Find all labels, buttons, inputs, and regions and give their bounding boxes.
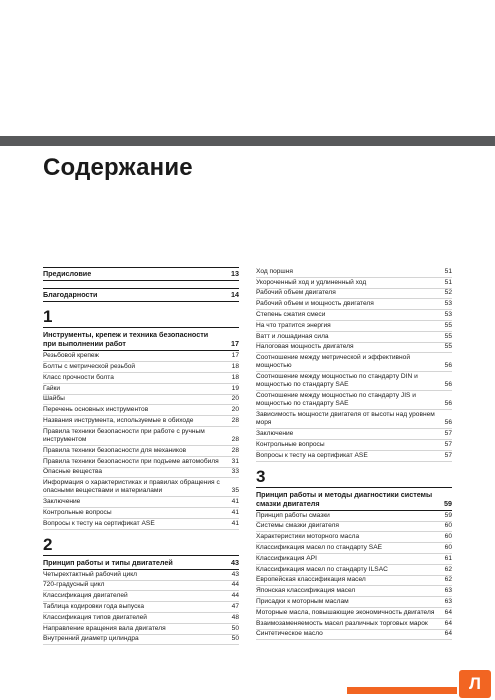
toc-entry-title: Класс прочности болта: [43, 373, 114, 381]
toc-entry[interactable]: [43, 362, 239, 373]
toc-entry-page: 53: [444, 300, 452, 308]
toc-entry-title: Классификация масел по стандарту SAE: [256, 543, 382, 551]
toc-entry[interactable]: [256, 440, 452, 451]
toc-entry-title: Правила техники безопасности при работе с ручным инструментом: [43, 427, 205, 443]
chapter-page: 59: [444, 498, 452, 508]
toc-entry-page: 53: [444, 310, 452, 318]
toc-entry-page: 60: [444, 533, 452, 541]
toc-entry-page: 62: [444, 565, 452, 573]
toc-entry-title: Названия инструмента, используемые в обиходе: [43, 416, 194, 424]
header-band: [0, 136, 495, 146]
toc-entry[interactable]: [256, 619, 452, 630]
toc-entry-page: 60: [444, 522, 452, 530]
toc-entry-title: Ход поршня: [256, 267, 293, 275]
toc-entry-title: Рабочий объем и мощность двигателя: [256, 300, 374, 308]
toc-entry-title: Резьбовой крепеж: [43, 352, 99, 360]
toc-entry[interactable]: [256, 289, 452, 300]
toc-entry-page: 63: [444, 587, 452, 595]
toc-entry-title: Системы смазки двигателя: [256, 522, 339, 530]
chapter-title: Принцип работы и типы двигателей: [43, 557, 173, 567]
toc-entry-title: Соотношение между мощностью по стандарту JIS и мощностью по стандарту SAE: [256, 392, 416, 408]
toc-entry[interactable]: [43, 405, 239, 416]
toc-entry[interactable]: [256, 451, 452, 462]
toc-entry[interactable]: [256, 608, 452, 619]
chapter-title: Инструменты, крепеж и техника безопасности при выполнении работ: [43, 330, 209, 349]
toc-entry[interactable]: [256, 267, 452, 278]
toc-entry[interactable]: [43, 427, 239, 446]
logo-stripe: [347, 687, 457, 694]
toc-entry[interactable]: [43, 416, 239, 427]
toc-entry-preface[interactable]: [43, 267, 239, 281]
chapter-heading[interactable]: [256, 487, 452, 511]
chapter-heading[interactable]: [43, 327, 239, 351]
toc-entry-page: 51: [444, 278, 452, 286]
toc-entry-page: 35: [231, 487, 239, 495]
toc-entry-title: Ватт и лошадиная сила: [256, 332, 329, 340]
toc-entry[interactable]: [256, 299, 452, 310]
toc-entry[interactable]: [256, 630, 452, 641]
toc-entry-page: 55: [444, 332, 452, 340]
toc-entry-page: 59: [444, 511, 452, 519]
toc-entry-page: 64: [444, 619, 452, 627]
toc-entry-page: 41: [231, 519, 239, 527]
toc-entry-list: [256, 511, 452, 641]
toc-entry[interactable]: [256, 353, 452, 372]
toc-entry[interactable]: [43, 570, 239, 581]
toc-entry-page: 20: [231, 406, 239, 414]
toc-entry-page: 43: [231, 570, 239, 578]
toc-entry-title: Контрольные вопросы: [43, 508, 112, 516]
toc-entry-page: 18: [231, 373, 239, 381]
toc-entry-title: Предисловие: [43, 269, 92, 278]
toc-entry-list: [43, 570, 239, 646]
toc-entry-page: 20: [231, 395, 239, 403]
toc-entry-page: 55: [444, 321, 452, 329]
toc-entry-title: Зависимость мощности двигателя от высоты над уровнем моря: [256, 411, 435, 427]
toc-entry-acknowledgements[interactable]: [43, 288, 239, 302]
toc-entry-title: Перечень основных инструментов: [43, 406, 149, 414]
toc-entry-title: Внутренний диаметр цилиндра: [43, 635, 139, 643]
toc-entry-title: На что тратится энергия: [256, 321, 331, 329]
toc-entry[interactable]: [256, 511, 452, 522]
toc-entry-page: 44: [231, 581, 239, 589]
toc-entry[interactable]: [256, 321, 452, 332]
toc-entry-title: Принцип работы смазки: [256, 511, 330, 519]
toc-entry[interactable]: [43, 581, 239, 592]
toc-entry-title: Контрольные вопросы: [256, 440, 325, 448]
toc-entry-title: Четырехтактный рабочий цикл: [43, 570, 138, 578]
toc-entry-title: Классификация типов двигателей: [43, 613, 147, 621]
toc-entry-title: Характеристики моторного масла: [256, 533, 360, 541]
toc-entry-title: Заключение: [43, 498, 81, 506]
toc-entry-title: Присадки к моторным маслам: [256, 597, 349, 605]
toc-entry[interactable]: [256, 343, 452, 354]
toc-entry-title: Японская классификация масел: [256, 587, 356, 595]
toc-entry-title: Укороченный ход и удлиненный ход: [256, 278, 367, 286]
toc-entry-page: 50: [231, 635, 239, 643]
toc-entry-page: 28: [231, 446, 239, 454]
toc-entry[interactable]: [256, 597, 452, 608]
toc-entry[interactable]: [43, 468, 239, 479]
toc-entry-page: 28: [231, 435, 239, 443]
toc-entry[interactable]: [43, 446, 239, 457]
toc-entry-title: Европейская классификация масел: [256, 576, 366, 584]
toc-entry[interactable]: [256, 278, 452, 289]
toc-entry[interactable]: [43, 478, 239, 497]
toc-entry-title: Болты с метрической резьбой: [43, 363, 136, 370]
toc-entry-title: 720-градусный цикл: [43, 581, 105, 589]
toc-entry[interactable]: [43, 624, 239, 635]
toc-entry[interactable]: [43, 508, 239, 519]
toc-entry-title: Моторные масла, повышающие экономичность двигателя: [256, 608, 435, 616]
toc-right-column: [256, 267, 452, 640]
toc-entry[interactable]: [43, 613, 239, 624]
toc-entry[interactable]: [43, 373, 239, 384]
toc-entry[interactable]: [256, 586, 452, 597]
toc-entry-page: 13: [231, 269, 239, 278]
toc-entry-title: Таблица кодировки года выпуска: [43, 602, 145, 610]
toc-entry-page: 52: [444, 289, 452, 297]
toc-entry-page: 64: [444, 630, 452, 638]
toc-entry[interactable]: [256, 554, 452, 565]
toc-left-column: [43, 267, 239, 645]
toc-entry-title: Вопросы к тесту на сертификат ASE: [256, 451, 368, 459]
toc-entry-title: Классификация API: [256, 554, 317, 562]
toc-entry-page: 41: [231, 498, 239, 506]
toc-entry-page: 17: [231, 352, 239, 360]
chapter-page: 17: [231, 339, 239, 349]
toc-entry-page: 55: [444, 343, 452, 351]
toc-entry-page: 28: [231, 416, 239, 424]
publisher-logo: [347, 668, 495, 700]
toc-entry-page: 57: [444, 440, 452, 448]
toc-entry-page: 57: [444, 451, 452, 459]
toc-entry-page: 57: [444, 430, 452, 438]
toc-entry-title: Правила техники безопасности при подъеме автомобиля: [43, 457, 219, 465]
toc-entry-page: 18: [231, 363, 239, 370]
toc-entry-page: 56: [444, 362, 452, 370]
toc-entry-title: Соотношение между метрической и эффективной мощностью: [256, 354, 411, 370]
toc-entry-title: Правила техники безопасности для механиков: [43, 446, 187, 454]
toc-entry[interactable]: [43, 519, 239, 530]
toc-entry-title: Взаимозаменяемость масел различных торговых марок: [256, 619, 428, 627]
toc-entry[interactable]: [256, 543, 452, 554]
toc-entry-page: 60: [444, 543, 452, 551]
toc-entry[interactable]: [256, 532, 452, 543]
toc-entry-page: 47: [231, 602, 239, 610]
toc-entry[interactable]: [43, 384, 239, 395]
toc-entry-title: Классификация масел по стандарту ILSAC: [256, 565, 388, 573]
toc-entry[interactable]: [43, 351, 239, 362]
toc-entry[interactable]: [256, 576, 452, 587]
toc-entry-page: 14: [231, 290, 239, 300]
toc-entry-page: 48: [231, 613, 239, 621]
toc-entry-title: Вопросы к тесту на сертификат ASE: [43, 519, 155, 527]
toc-entry[interactable]: [256, 429, 452, 440]
toc-entry-page: 44: [231, 592, 239, 600]
toc-entry-title: Соотношение между мощностью по стандарту DIN и мощностью по стандарту SAE: [256, 373, 418, 389]
toc-entry[interactable]: [43, 635, 239, 646]
toc-entry-page: 56: [444, 381, 452, 389]
toc-entry[interactable]: [256, 410, 452, 429]
toc-entry[interactable]: [256, 372, 452, 391]
toc-entry-title: Направление вращения вала двигателя: [43, 624, 166, 632]
chapter-heading[interactable]: [43, 555, 239, 570]
toc-entry-title: Благодарности: [43, 290, 98, 300]
toc-entry[interactable]: [256, 565, 452, 576]
toc-entry-title: Гайки: [43, 384, 61, 392]
toc-entry[interactable]: [43, 591, 239, 602]
chapter-page: 43: [231, 557, 239, 567]
toc-entry-page: 50: [231, 624, 239, 632]
toc-entry-page: 56: [444, 419, 452, 427]
toc-entry-page: 56: [444, 400, 452, 408]
toc-entry-page: 33: [231, 468, 239, 476]
toc-entry[interactable]: [43, 457, 239, 468]
toc-entry-title: Шайбы: [43, 395, 65, 403]
toc-entry-page: 61: [444, 554, 452, 562]
toc-entry-title: Информация о характеристиках и правилах обращения с опасными веществами и материалами: [43, 479, 220, 495]
toc-entry-title: Синтетическое масло: [256, 630, 323, 638]
toc-entry[interactable]: [43, 395, 239, 406]
toc-entry-list: [43, 351, 239, 529]
toc-entry[interactable]: [256, 332, 452, 343]
toc-entry-page: 19: [231, 384, 239, 392]
page-title: Содержание: [43, 154, 193, 181]
chapter-title: Принцип работы и методы диагностики системы смазки двигателя: [256, 489, 433, 508]
toc-entry[interactable]: [256, 522, 452, 533]
toc-entry-page: 63: [444, 597, 452, 605]
toc-entry-page: 62: [444, 576, 452, 584]
chapter-number: 1: [43, 307, 53, 327]
toc-entry-title: Рабочий объем двигателя: [256, 289, 336, 297]
logo-mark: Л: [459, 670, 491, 698]
toc-entry-page: 51: [444, 267, 452, 275]
chapter-number: 2: [43, 534, 53, 554]
toc-entry-title: Степень сжатия смеси: [256, 310, 326, 318]
toc-entry[interactable]: [256, 391, 452, 410]
toc-entry[interactable]: [43, 602, 239, 613]
toc-entry-page: 64: [444, 608, 452, 616]
toc-entry-list: [256, 267, 452, 462]
toc-entry[interactable]: [43, 497, 239, 508]
toc-entry[interactable]: [256, 310, 452, 321]
toc-entry-title: Классификация двигателей: [43, 592, 128, 600]
toc-entry-page: 41: [231, 508, 239, 516]
toc-entry-title: Заключение: [256, 430, 294, 438]
toc-entry-title: Налоговая мощность двигателя: [256, 343, 354, 351]
chapter-number: 3: [256, 466, 266, 486]
toc-entry-title: Опасные вещества: [43, 468, 103, 476]
toc-entry-page: 31: [231, 457, 239, 465]
